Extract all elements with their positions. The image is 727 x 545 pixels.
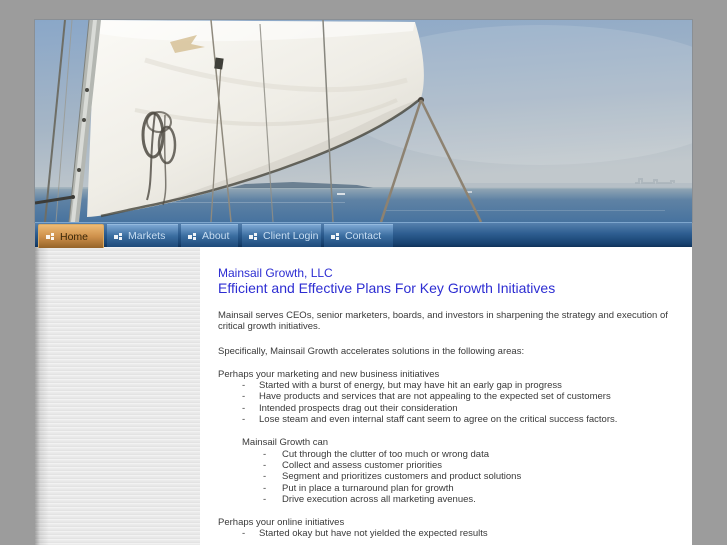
main-navigation xyxy=(35,222,692,247)
nav-tab-label: Contact xyxy=(345,230,382,242)
content-section xyxy=(218,369,680,425)
mast-fitting-2 xyxy=(82,118,86,122)
bullet-item: - Put in place a turnaround plan for growth xyxy=(242,483,680,494)
content-section xyxy=(242,437,680,505)
nav-tab-client-login[interactable] xyxy=(242,224,321,247)
nav-tab-home[interactable] xyxy=(38,224,104,248)
sailboat-photo-graphic xyxy=(35,20,692,222)
main-content xyxy=(200,247,692,545)
mast-fitting xyxy=(85,88,89,92)
nav-tab-about[interactable] xyxy=(181,224,238,247)
specifically-paragraph: Specifically, Mainsail Growth accelerates solutions in the following areas: xyxy=(218,345,525,357)
nav-tab-contact[interactable] xyxy=(324,224,393,247)
spreader-tip xyxy=(71,195,75,199)
grid-squares-icon xyxy=(114,232,123,241)
mast-fitting-3 xyxy=(77,168,81,172)
water-streak-2 xyxy=(385,210,665,211)
bullet-item: - Cut through the clutter of too much or wrong data xyxy=(242,449,680,460)
bullet-item: - Started okay but have not yielded the expected results xyxy=(218,528,680,539)
grid-squares-icon xyxy=(46,232,55,241)
grid-squares-icon xyxy=(249,232,258,241)
grid-squares-icon xyxy=(188,232,197,241)
section-heading: Perhaps your marketing and new business initiatives xyxy=(218,368,440,380)
small-boat xyxy=(337,193,345,195)
section-heading: Perhaps your online initiatives xyxy=(218,517,345,529)
nav-tab-label: Client Login xyxy=(263,230,319,242)
bullet-item: - Have products and services that are not appealing to the expected set of customers xyxy=(218,391,680,402)
nav-tab-label: Home xyxy=(60,230,89,243)
grid-squares-icon xyxy=(331,232,340,241)
bullet-item: - Collect and assess customer priorities xyxy=(242,460,680,471)
content-sections xyxy=(218,369,680,540)
bullet-item: - Started with a burst of energy, but may have hit an early gap in progress xyxy=(218,380,680,391)
page-subtitle: Efficient and Effective Plans For Key Growth Initiatives xyxy=(218,280,556,296)
sailboat-photo xyxy=(35,20,692,222)
site-container xyxy=(35,20,692,545)
nav-tab-label: Markets xyxy=(128,230,166,242)
tackle-block xyxy=(214,57,223,69)
intro-paragraph: Mainsail serves CEOs, senior marketers, boards, and investors in sharpening the strategy and execution of critical growth initiatives. xyxy=(218,310,668,333)
nav-tab-label: About xyxy=(202,230,230,242)
page-title: Mainsail Growth, LLC xyxy=(218,266,333,280)
section-heading: Mainsail Growth can xyxy=(242,437,329,449)
content-section xyxy=(218,517,680,540)
bullet-item: - Drive execution across all marketing avenues. xyxy=(242,494,680,505)
bullet-item: - Lose steam and even internal staff cant seem to agree on the critical success factors. xyxy=(218,414,680,425)
bullet-item: - Segment and prioritizes customers and product solutions xyxy=(242,471,680,482)
bullet-item: - Intended prospects drag out their consideration xyxy=(218,403,680,414)
left-sidebar-texture xyxy=(35,247,200,545)
nav-tab-markets[interactable] xyxy=(107,224,178,247)
